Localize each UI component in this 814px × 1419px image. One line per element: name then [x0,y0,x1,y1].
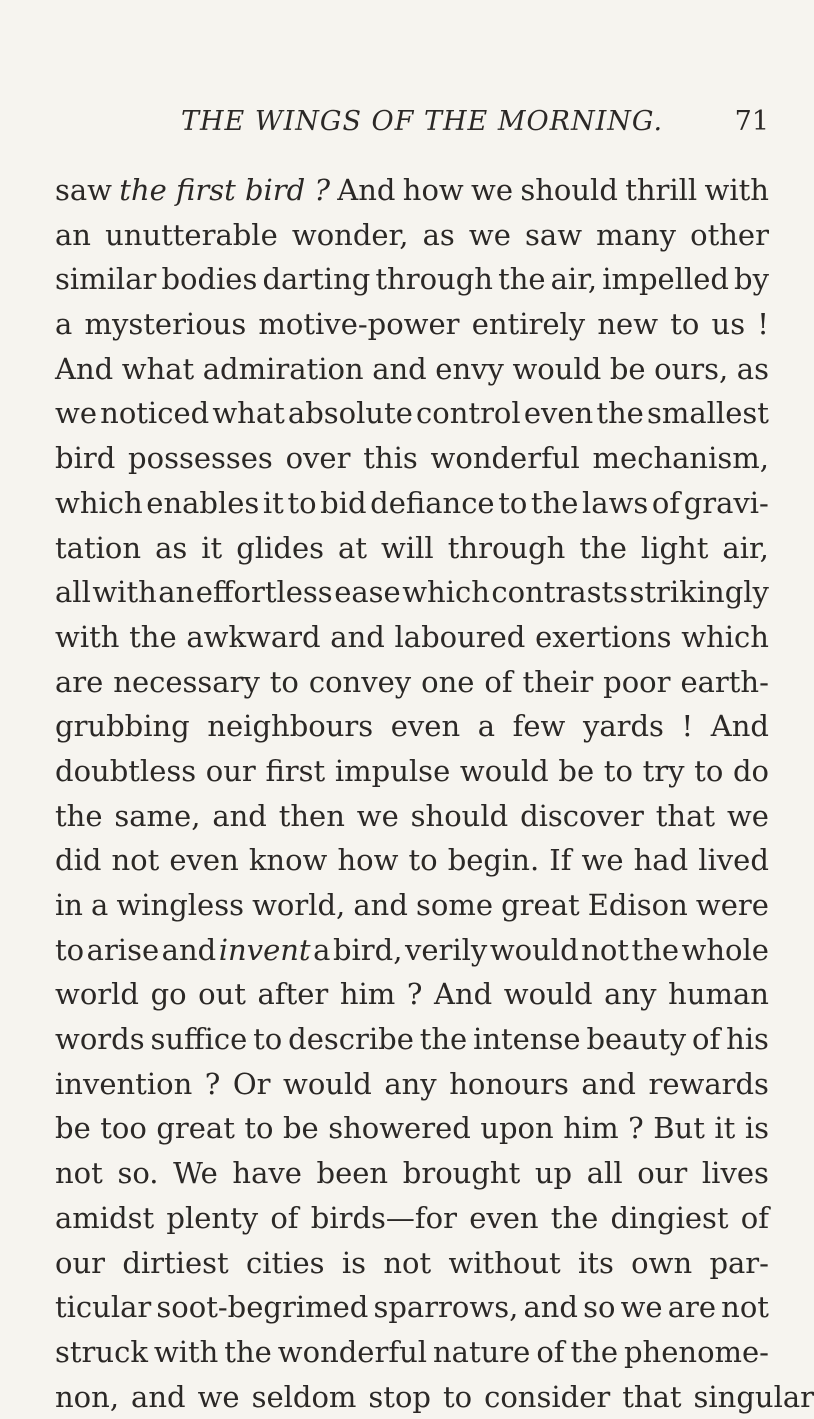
word: to [244,1111,274,1146]
text-line [55,481,769,526]
word: by [734,262,769,297]
word: honours [449,1066,569,1101]
word: even [523,396,594,431]
word: human [668,977,769,1012]
word: laboured [394,619,526,654]
text-line [55,213,769,258]
word: words [55,1022,145,1057]
word: a [477,709,496,744]
text-line [55,1106,769,1151]
word: great [501,888,580,922]
word: ? [406,977,423,1012]
word: any [384,1066,437,1101]
word: and [161,932,217,967]
word: discover [520,798,644,833]
word: defiance [370,485,495,520]
text-line [55,168,769,213]
word: sparrows, [373,1290,519,1325]
word: saw [55,173,112,207]
word: own [631,1245,693,1280]
body-text [55,168,814,1419]
word: been [316,1156,389,1191]
text-line [55,838,769,883]
word: light [640,530,709,565]
word: of [651,485,681,520]
word: effortless [195,575,333,610]
word: to [498,485,528,520]
word: doubtless [55,753,197,788]
word: arise [86,932,160,967]
word: what [212,396,285,431]
word: the [596,396,644,431]
word: up [534,1156,573,1191]
word: brought [402,1156,521,1191]
word: non, [55,1379,120,1414]
word: to [253,1022,283,1057]
word: to [269,664,299,699]
word: and [131,1379,186,1414]
word: beauty [586,1022,687,1057]
word: an [55,217,91,252]
word: we [356,798,399,833]
word: And [337,173,396,207]
word: entirely [471,307,586,342]
word: him [563,1111,619,1146]
word: with [153,1334,219,1369]
word: wingless [116,888,244,922]
word: And [710,709,769,744]
word: bird, [332,932,403,967]
word: the [498,262,546,297]
text-line [55,615,769,660]
word: same, [114,798,201,833]
word: ease [334,575,401,610]
word: possesses [128,441,273,476]
word: how [337,843,399,878]
word: then [278,798,345,833]
word: will [381,530,434,565]
word: the [550,1200,599,1235]
word: singular [693,1379,814,1414]
word: it [714,1111,736,1146]
word: darting [262,262,371,297]
word: impulse [334,753,451,788]
word: describe [288,1022,414,1057]
word: air, [722,530,769,565]
word: know [248,843,328,878]
word: would [503,977,593,1012]
word: phenome- [623,1334,769,1369]
text-line [55,1062,769,1107]
word: control [416,396,521,431]
text-line [55,1330,769,1375]
word: to [603,753,633,788]
word: world, [252,888,346,922]
word: what [121,351,195,386]
word: of [270,1200,299,1235]
word: whole [681,932,769,967]
word: mysterious [84,307,247,342]
text-line [55,436,769,481]
word: unutterable [105,217,278,252]
text-line [55,391,769,436]
word: amidst [55,1200,155,1235]
word: showered [328,1111,471,1146]
word: ! [757,307,769,342]
word: and [330,619,385,654]
word: upon [480,1111,554,1146]
word: verily [404,932,488,967]
text-line [55,883,769,928]
word: begin. [447,843,540,878]
word: this [363,441,418,476]
text-line [55,972,769,1017]
word: we [471,173,514,207]
word: We [173,1156,218,1191]
word: Or [232,1066,271,1101]
word: glides [236,530,324,565]
word: tation [55,530,142,565]
word: would [283,1066,372,1101]
word: consider [484,1379,611,1414]
word: and [581,1066,636,1101]
word: of [692,1022,721,1057]
word: so [583,1290,616,1325]
word: after [257,977,329,1012]
word: is [744,1111,769,1146]
word: envy [435,351,504,386]
word: exertions [535,619,672,654]
word: out [198,977,246,1012]
word: how [402,173,464,207]
text-line [55,1241,769,1286]
word: enables [146,485,260,520]
text-line [55,302,769,347]
word: which [681,619,769,654]
word: try [642,753,685,788]
word: intense [473,1022,581,1057]
word: to [408,843,438,878]
word: be [558,753,595,788]
word: yards [582,709,664,744]
word: that [622,1379,682,1414]
word: even [390,709,461,744]
word: without [448,1245,561,1280]
word: were [695,888,769,922]
word: with [704,173,769,207]
text-line [55,704,769,749]
word: all [55,575,91,610]
word: would [459,753,549,788]
word: we [581,843,624,878]
word: a [55,307,73,342]
word: over [285,441,351,476]
word: are [55,664,104,699]
word: our [205,753,256,788]
word: dingiest [610,1200,729,1235]
word: Edison [587,888,688,922]
word: do [732,753,769,788]
word: with [55,619,120,654]
word: a [91,888,109,922]
word: our [637,1156,688,1191]
text-line [55,526,769,571]
page-header [181,106,769,146]
word: we [55,396,97,431]
word: which [402,575,490,610]
word: as [736,351,769,386]
word: smallest [646,396,769,431]
word: to [442,1379,473,1414]
word: ! [681,709,694,744]
word: the [631,932,679,967]
word: struck [55,1334,148,1369]
word: bird [55,441,116,476]
word: motive-power [258,307,460,342]
word: similar [55,262,157,297]
text-line [55,794,769,839]
word: new [597,307,659,342]
word: we [197,1379,240,1414]
word: so. [117,1156,159,1191]
word: with [92,575,157,610]
word: seldom [251,1379,357,1414]
word: ours, [654,351,729,386]
word: wonder, [291,217,409,252]
word: the [530,485,579,520]
word: noticed [100,396,210,431]
word: necessary [113,664,260,699]
word: awkward [186,619,321,654]
word: rewards [648,1066,769,1101]
word: soot-begrimed [156,1290,369,1325]
word: and [212,798,267,833]
word: admiration [202,351,364,386]
word: some [416,888,494,922]
word: suffice [150,1022,248,1057]
word: is [341,1245,366,1280]
word: thrill [625,173,698,207]
word: many [596,217,676,252]
word: it [201,530,223,565]
text-line [55,1375,814,1419]
word: we [726,798,769,833]
word: the [55,798,103,833]
word: its [578,1245,614,1280]
text-line [55,1151,769,1196]
word: their [522,664,594,699]
word: have [232,1156,302,1191]
word: should [410,798,509,833]
word: had [633,843,689,878]
word: other [690,217,769,252]
word: saw [525,217,583,252]
word: ticular [55,1290,152,1325]
word: mechanism, [592,441,769,476]
word: bodies [161,262,258,297]
word: par- [709,1245,769,1280]
word: to [287,485,317,520]
word: the [129,619,177,654]
word: which [55,485,143,520]
word: too [100,1111,147,1146]
word: lived [698,843,769,878]
word: one [421,664,475,699]
italic-word: invent [218,932,311,967]
word: go [150,977,187,1012]
page-number: 71 [734,106,769,137]
word: to [55,932,85,967]
word: earth- [680,664,769,699]
word: not [721,1290,769,1325]
word: strikingly [629,575,769,610]
word: are [667,1290,717,1325]
word: And [55,351,114,386]
word: us [711,307,746,342]
italic-phrase: the first bird ? [119,173,330,207]
text-line [55,1196,769,1241]
word: through [447,530,566,565]
word: be [55,1111,91,1146]
word: If [549,843,572,878]
word: would [512,351,602,386]
word: not [55,1156,103,1191]
word: gravi- [683,485,769,520]
word: convey [308,664,412,699]
word: great [156,1111,235,1146]
word: grubbing [55,709,190,744]
word: we [468,217,511,252]
word: at [338,530,367,565]
word: in [55,888,83,922]
word: invention [55,1066,193,1101]
word: the [579,530,627,565]
word: not [111,843,160,878]
word: dirtiest [122,1245,229,1280]
text-line [55,347,769,392]
word: and [372,351,427,386]
text-line [55,1017,769,1062]
word: the [419,1022,468,1057]
word: of [740,1200,769,1235]
word: our [55,1245,105,1280]
word: we [620,1290,663,1325]
word: through [375,262,493,297]
word: And [434,977,493,1012]
word: stop [368,1379,431,1414]
word: first [265,753,326,788]
word: birds—for [310,1200,457,1235]
word: to [670,307,700,342]
word: him [339,977,396,1012]
word: a [313,932,331,967]
word: an [158,575,195,610]
word: did [55,843,102,878]
text-line [55,749,769,794]
word: his [726,1022,769,1057]
word: of [536,1334,565,1369]
text-line [55,257,769,302]
word: lives [701,1156,769,1191]
text-line [55,660,769,705]
word: the [570,1334,618,1369]
word: laws [582,485,649,520]
word: not [383,1245,432,1280]
word: be [282,1111,319,1146]
word: plenty [166,1200,259,1235]
text-line [55,928,769,973]
word: contrasts [491,575,629,610]
word: absolute [287,396,413,431]
running-title: THE WINGS OF THE MORNING. [181,106,664,137]
word: wonderful [430,441,580,476]
word: air, [550,262,598,297]
word: ? [628,1111,644,1146]
word: of [484,664,513,699]
word: any [604,977,657,1012]
word: should [520,173,618,207]
text-line [55,570,769,615]
word: be [609,351,646,386]
word: But [653,1111,705,1146]
word: even [469,1200,539,1235]
word: world [55,977,139,1012]
word: cities [246,1245,325,1280]
word: it [262,485,284,520]
word: poor [603,664,671,699]
word: as [155,530,188,565]
word: to [694,753,724,788]
word: nature [433,1334,531,1369]
word: wonderful [277,1334,428,1369]
word: the [224,1334,272,1369]
text-line [55,1285,769,1330]
word: impelled [602,262,729,297]
word: and [353,888,408,922]
word: neighbours [207,709,374,744]
word: would [489,932,579,967]
word: that [655,798,716,833]
word: ? [204,1066,221,1101]
word: and [523,1290,578,1325]
word: few [512,709,566,744]
word: all [586,1156,623,1191]
word: even [169,843,239,878]
word: bid [320,485,367,520]
word: as [422,217,455,252]
word: not [581,932,629,967]
